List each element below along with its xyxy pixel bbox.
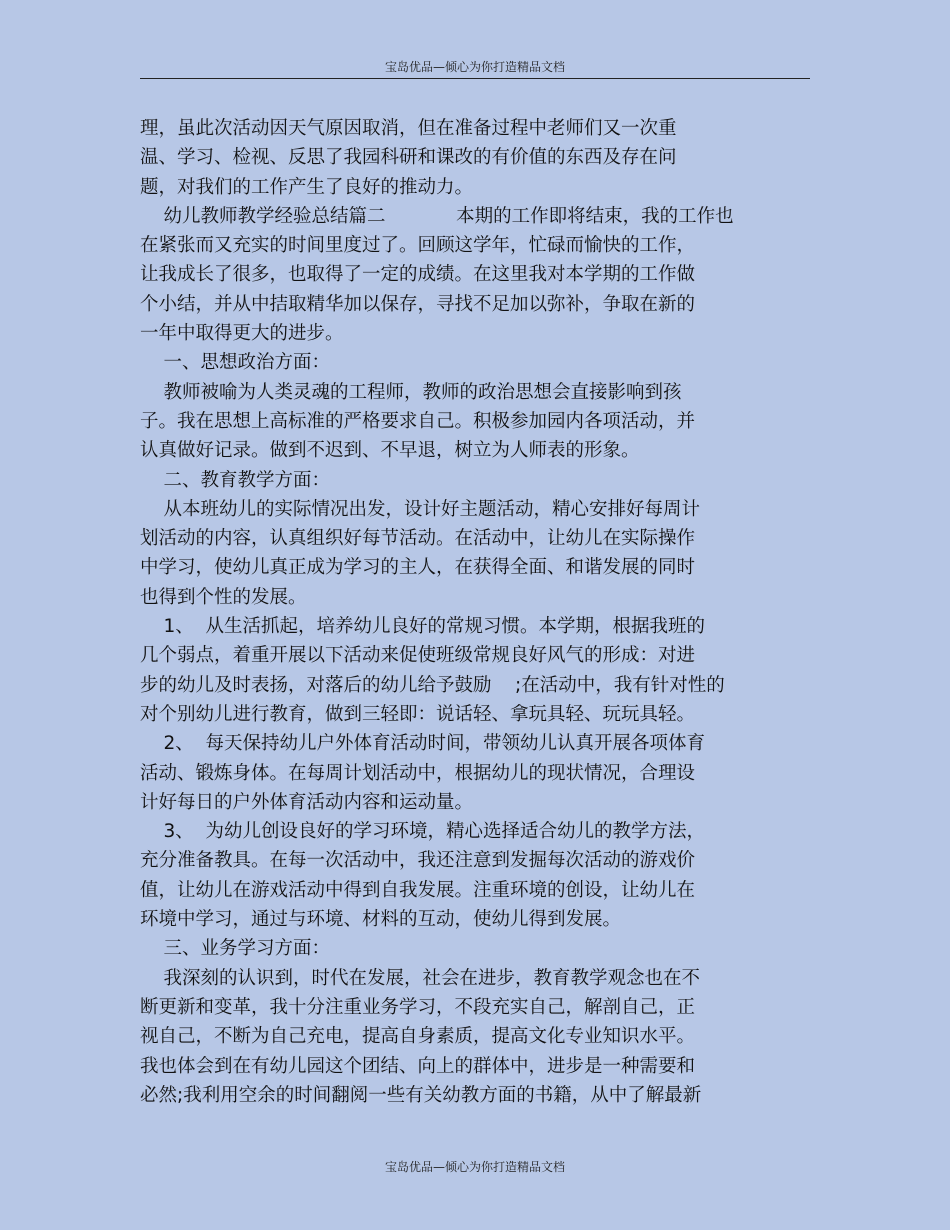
body-line: 幼儿教师教学经验总结篇二 本期的工作即将结束，我的工作也	[140, 205, 734, 227]
body-line: 让我成长了很多，也取得了一定的成绩。在这里我对本学期的工作做	[140, 264, 696, 286]
body-line: 步的幼儿及时表扬，对落后的幼儿给予鼓励 ;在活动中，我有针对性的	[140, 674, 725, 696]
body-line: 我也体会到在有幼儿园这个团结、向上的群体中，进步是一种需要和	[140, 1055, 696, 1077]
body-line: 值，让幼儿在游戏活动中得到自我发展。注重环境的创设，让幼儿在	[140, 879, 696, 901]
body-line: 环境中学习，通过与环境、材料的互动，使幼儿得到发展。	[140, 909, 622, 931]
header-divider	[140, 78, 810, 79]
body-line: 个小结，并从中拮取精华加以保存，寻找不足加以弥补，争取在新的	[140, 293, 696, 315]
body-line: 二、教育教学方面：	[140, 469, 331, 491]
body-line: 认真做好记录。做到不迟到、不早退，树立为人师表的形象。	[140, 440, 640, 462]
body-line: 计好每日的户外体育活动内容和运动量。	[140, 791, 474, 813]
body-line: 在紧张而又充实的时间里度过了。回顾这学年，忙碌而愉快的工作，	[140, 235, 696, 257]
body-line: 中学习，使幼儿真正成为学习的主人，在获得全面、和谐发展的同时	[140, 557, 696, 579]
body-line: 断更新和变革，我十分注重业务学习，不段充实自己，解剖自己，正	[140, 996, 696, 1018]
body-line: 题，对我们的工作产生了良好的推动力。	[140, 176, 474, 198]
body-line: 教师被喻为人类灵魂的工程师，教师的政治思想会直接影响到孩	[140, 381, 682, 403]
body-line: 温、学习、检视、反思了我园科研和课改的有价值的东西及存在问	[140, 147, 677, 169]
page-footer: 宝岛优品—倾心为你打造精品文档	[384, 1160, 565, 1174]
body-line: 充分准备教具。在每一次活动中，我还注意到发掘每次活动的游戏价	[140, 850, 696, 872]
document-body	[140, 114, 820, 1110]
page-header: 宝岛优品—倾心为你打造精品文档	[384, 60, 565, 74]
body-line: 我深刻的认识到，时代在发展，社会在进步，教育教学观念也在不	[140, 967, 701, 989]
body-line: 1、 从生活抓起，培养幼儿良好的常规习惯。本学期，根据我班的	[140, 616, 706, 638]
body-line: 视自己，不断为自己充电，提高自身素质，提高文化专业知识水平。	[140, 1026, 696, 1048]
body-line: 几个弱点，着重开展以下活动来促使班级常规良好风气的形成：对进	[140, 645, 696, 667]
body-line: 一年中取得更大的进步。	[140, 323, 344, 345]
body-line: 三、业务学习方面：	[140, 938, 331, 960]
body-line: 活动、锻炼身体。在每周计划活动中，根据幼儿的现状情况，合理设	[140, 762, 696, 784]
body-line: 从本班幼儿的实际情况出发，设计好主题活动，精心安排好每周计	[140, 498, 701, 520]
body-line: 对个别幼儿进行教育，做到三轻即：说话轻、拿玩具轻、玩玩具轻。	[140, 703, 696, 725]
body-line: 理，虽此次活动因天气原因取消，但在准备过程中老师们又一次重	[140, 118, 677, 139]
body-line: 必然;我利用空余的时间翻阅一些有关幼教方面的书籍，从中了解最新	[140, 1084, 702, 1106]
body-line: 也得到个性的发展。	[140, 586, 307, 608]
body-line: 一、思想政治方面：	[140, 352, 331, 374]
body-line: 划活动的内容，认真组织好每节活动。在活动中，让幼儿在实际操作	[140, 528, 696, 550]
body-line: 子。我在思想上高标准的严格要求自己。积极参加园内各项活动，并	[140, 410, 696, 432]
body-line: 2、 每天保持幼儿户外体育活动时间，带领幼儿认真开展各项体育	[140, 733, 706, 755]
body-line: 3、 为幼儿创设良好的学习环境，精心选择适合幼儿的教学方法，	[140, 821, 706, 843]
